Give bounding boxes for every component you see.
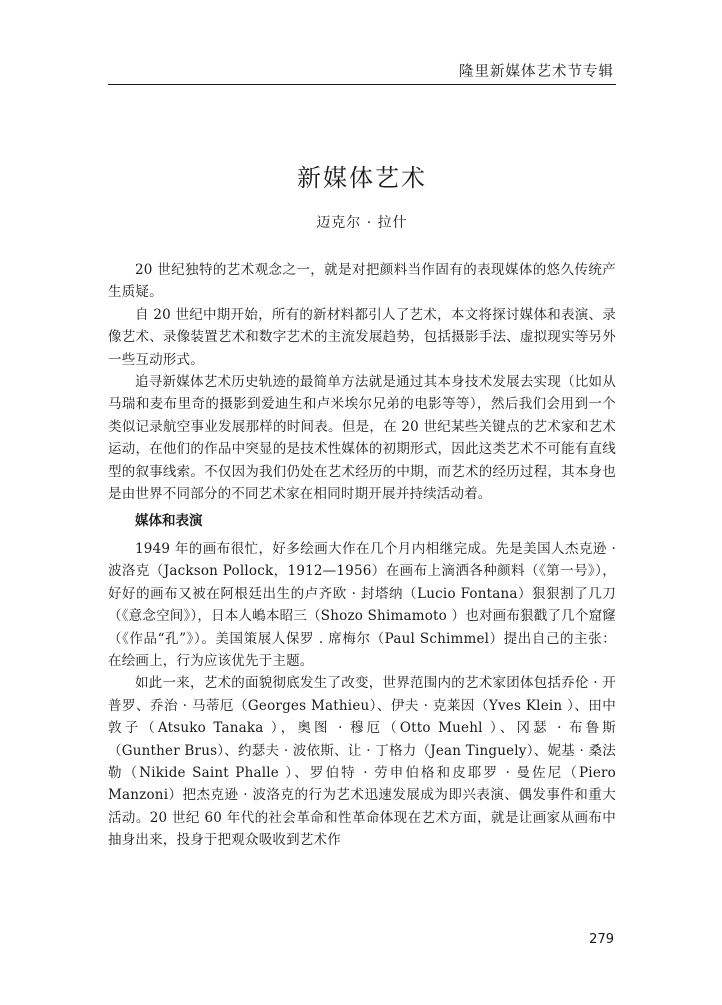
header-title: 隆里新媒体艺术节专辑 [459, 64, 614, 80]
body-paragraph: 1949 年的画布很忙，好多绘画大作在几个月内相继完成。先是美国人杰克逊 · 波洛克（Jackson Pollock，1912—1956）在画布上滴洒各种颜料（《第一号》），好好的画布又被在阿根廷出生的卢齐欧 · 封塔纳（Lucio Fontana）狠狠割了几刀（《意念空间》），日本人嶋本昭三（Shozo Shimamoto ）也对画布狠戳了几个窟窿（《作品“孔”》）。美国策展人保罗 . 席梅尔（Paul Schimmel）提出自己的主张：在绘画上，行为应该优先于主题。 [108, 540, 616, 669]
section-heading: 媒体和表演 [135, 513, 203, 530]
body-paragraph: 20 世纪独特的艺术观念之一，就是对把颜料当作固有的表现媒体的悠久传统产生质疑。 [108, 262, 616, 301]
article-title: 新媒体艺术 [297, 164, 427, 192]
article-author: 迈克尔 · 拉什 [316, 215, 408, 231]
body-paragraph: 追寻新媒体艺术历史轨迹的最简单方法就是通过其本身技术发展去实现（比如从马瑞和麦布里奇的摄影到爱迪生和卢米埃尔兄弟的电影等等），然后我们会用到一个类似记录航空事业发展那样的时间表。但是，在 20 世纪某些关键点的艺术家和艺术运动，在他们的作品中突显的是技术性媒体的初期形式，因此这类艺术不可能有直线型的叙事线索。不仅因为我们仍处在艺术经历的中期，而艺术的经历过程，其本身也是由世界不同部分的不同艺术家在相同时期开展并持续活动着。 [108, 374, 616, 503]
body-paragraph: 自 20 世纪中期开始，所有的新材料都引人了艺术，本文将探讨媒体和表演、录像艺术、录像装置艺术和数字艺术的主流发展趋势，包括摄影手法、虚拟现实等另外一些互动形式。 [108, 306, 616, 368]
article-body [108, 259, 616, 852]
page-number: 279 [589, 932, 614, 947]
running-header [108, 60, 616, 85]
body-paragraph: 如此一来，艺术的面貌彻底发生了改变，世界范围内的艺术家团体包括乔伦 · 开普罗、乔治 · 马蒂厄（Georges Mathieu）、伊夫 · 克莱因（Yves Klein ）、田中敦子（Atsuko Tanaka ），奥图 · 穆厄（Otto Muehl ）、冈瑟 · 布鲁斯（Gunther Brus）、约瑟夫 · 波依斯、让 · 丁格力（Jean Tinguely）、妮基 · 桑法勒（Nikide Saint Phalle ）、罗伯特 · 劳申伯格和皮耶罗 · 曼佐尼（Piero Manzoni）把杰克逊 · 波洛克的行为艺术迅速发展成为即兴表演、偶发事件和重大活动。20 世纪 60 年代的社会革命和性革命体现在艺术方面，就是让画家从画布中抽身出来，投身于把观众吸收到艺术作 [108, 675, 616, 849]
